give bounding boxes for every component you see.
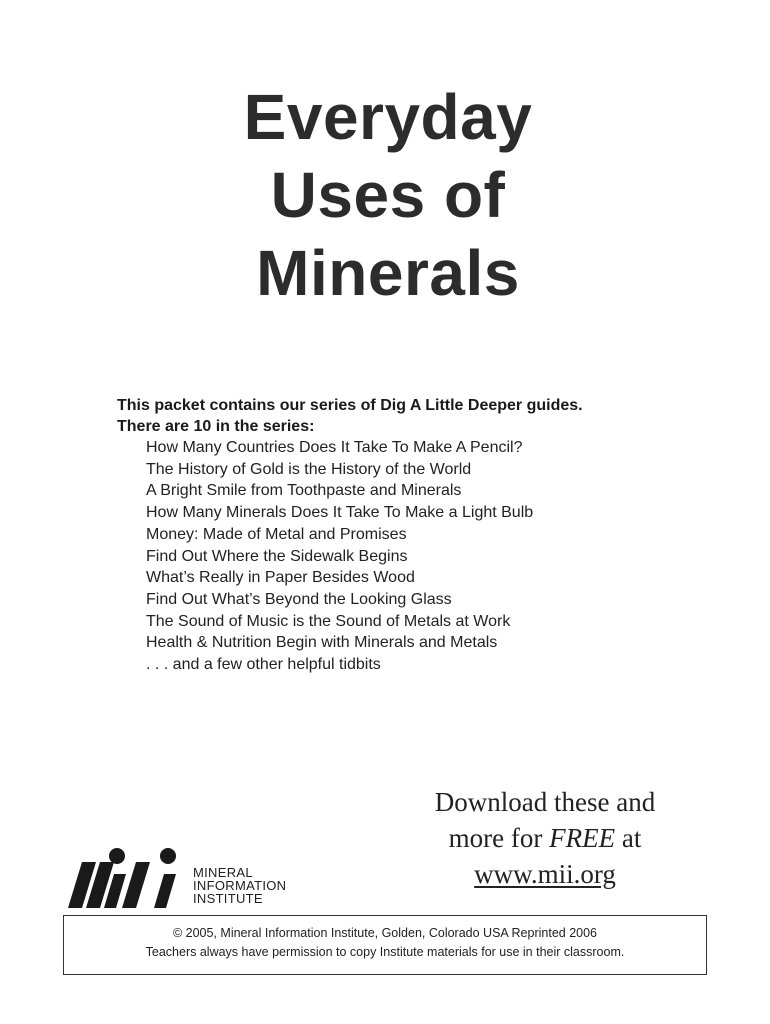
series-item: The History of Gold is the History of the World bbox=[146, 460, 472, 478]
download-free: FREE bbox=[549, 823, 616, 853]
download-line-1: Download these and bbox=[434, 787, 656, 817]
page-title bbox=[0, 78, 770, 312]
download-line-2 bbox=[410, 820, 680, 856]
series-item: Find Out Where the Sidewalk Begins bbox=[146, 547, 408, 565]
title-line-3: Minerals bbox=[256, 237, 520, 309]
title-line-1: Everyday bbox=[243, 81, 533, 153]
intro-line-2: There are 10 in the series: bbox=[117, 418, 315, 435]
logo-line-2: INFORMATION bbox=[193, 878, 287, 893]
logo-line-1: MINERAL bbox=[193, 865, 253, 880]
logo-line-3: INSTITUTE bbox=[193, 891, 263, 906]
series-item: How Many Minerals Does It Take To Make a Light Bulb bbox=[146, 504, 534, 522]
title-line-2: Uses of bbox=[270, 159, 506, 231]
download-suffix: at bbox=[615, 823, 642, 853]
website-link[interactable]: www.mii.org bbox=[474, 859, 616, 889]
download-callout bbox=[410, 784, 680, 892]
series-item: . . . and a few other helpful tidbits bbox=[146, 656, 381, 674]
series-item: Health & Nutrition Begin with Minerals and Metals bbox=[146, 634, 498, 652]
logo-wordmark bbox=[193, 866, 286, 905]
download-prefix: more for bbox=[448, 823, 550, 853]
intro-text bbox=[117, 395, 583, 437]
series-item: A Bright Smile from Toothpaste and Minerals bbox=[146, 482, 462, 500]
series-item: What’s Really in Paper Besides Wood bbox=[146, 569, 415, 587]
download-url-row bbox=[410, 856, 680, 892]
mii-logo-icon bbox=[68, 848, 188, 910]
series-item: The Sound of Music is the Sound of Metals at Work bbox=[146, 612, 511, 630]
series-item: How Many Countries Does It Take To Make A Pencil? bbox=[146, 439, 523, 456]
series-item: Money: Made of Metal and Promises bbox=[146, 525, 407, 543]
permission-text: Teachers always have permission to copy Institute materials for use in their classroom. bbox=[145, 945, 625, 959]
footer-box bbox=[63, 915, 707, 975]
series-list bbox=[146, 437, 533, 676]
intro-line-1: This packet contains our series of Dig A Little Deeper guides. bbox=[117, 397, 583, 414]
copyright-text: © 2005, Mineral Information Institute, Golden, Colorado USA Reprinted 2006 bbox=[172, 926, 598, 940]
series-item: Find Out What’s Beyond the Looking Glass bbox=[146, 590, 452, 608]
